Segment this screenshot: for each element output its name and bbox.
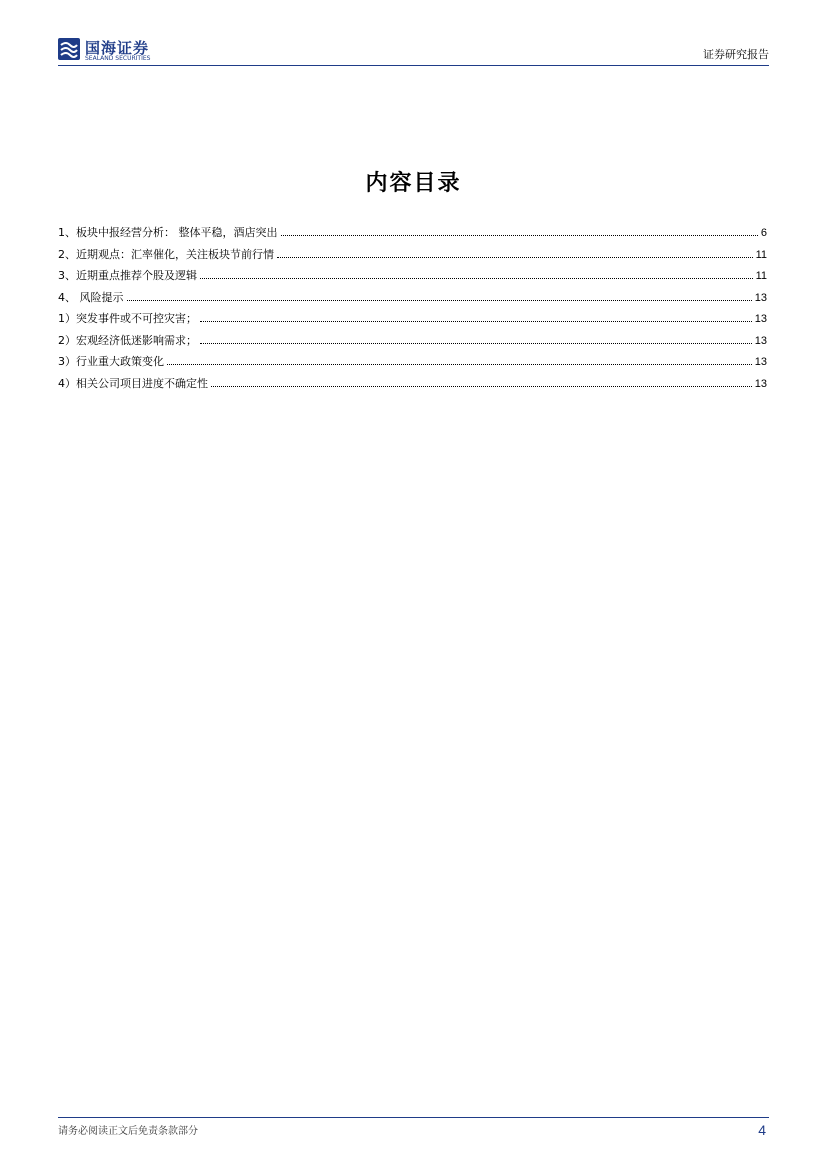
footer-divider	[58, 1117, 769, 1118]
toc-entry[interactable]	[58, 312, 767, 334]
toc-dot-leader	[211, 386, 752, 387]
page-number: 4	[758, 1122, 766, 1138]
toc-entry-label: 1）突发事件或不可控灾害；	[58, 312, 197, 325]
toc-entry[interactable]	[58, 248, 767, 270]
toc-entry-page: 13	[754, 334, 767, 347]
report-type-label: 证券研究报告	[703, 48, 769, 61]
toc-dot-leader	[127, 300, 752, 301]
header-divider	[58, 65, 769, 66]
sealand-logo-icon	[58, 38, 80, 60]
toc-entry-page: 13	[754, 291, 767, 304]
logo-text-en: SEALAND SECURITIES	[85, 55, 151, 62]
toc-dot-leader	[200, 278, 753, 279]
table-of-contents	[58, 226, 767, 398]
toc-entry-label: 1、板块中报经营分析： 整体平稳，酒店突出	[58, 226, 278, 239]
toc-entry-label: 4）相关公司项目进度不确定性	[58, 376, 208, 390]
toc-dot-leader	[281, 235, 758, 236]
toc-dot-leader	[167, 364, 752, 365]
toc-entry-page: 13	[754, 356, 767, 368]
toc-entry-label: 3、近期重点推荐个股及逻辑	[58, 269, 197, 282]
toc-entry-label: 4、 风险提示	[58, 290, 124, 304]
toc-entry[interactable]	[58, 226, 767, 248]
page-header	[58, 36, 769, 64]
toc-entry[interactable]	[58, 334, 767, 356]
toc-entry-page: 6	[760, 227, 767, 239]
disclaimer-note: 请务必阅读正文后免责条款部分	[58, 1126, 198, 1137]
toc-entry[interactable]	[58, 269, 767, 291]
toc-entry-label: 3）行业重大政策变化	[58, 355, 164, 368]
toc-entry[interactable]	[58, 291, 767, 313]
toc-entry-page: 11	[755, 248, 767, 261]
toc-dot-leader	[200, 321, 752, 322]
toc-entry-page: 11	[755, 270, 767, 282]
toc-dot-leader	[200, 343, 752, 344]
toc-entry-page: 13	[754, 377, 767, 390]
toc-entry-page: 13	[754, 313, 767, 325]
toc-entry-label: 2、近期观点：汇率催化，关注板块节前行情	[58, 247, 274, 261]
toc-entry[interactable]	[58, 377, 767, 399]
toc-dot-leader	[277, 257, 753, 258]
toc-entry[interactable]	[58, 355, 767, 377]
toc-title: 内容目录	[365, 171, 462, 196]
logo-text-cn: 国海证券	[85, 39, 150, 57]
toc-entry-label: 2）宏观经济低迷影响需求；	[58, 333, 197, 347]
